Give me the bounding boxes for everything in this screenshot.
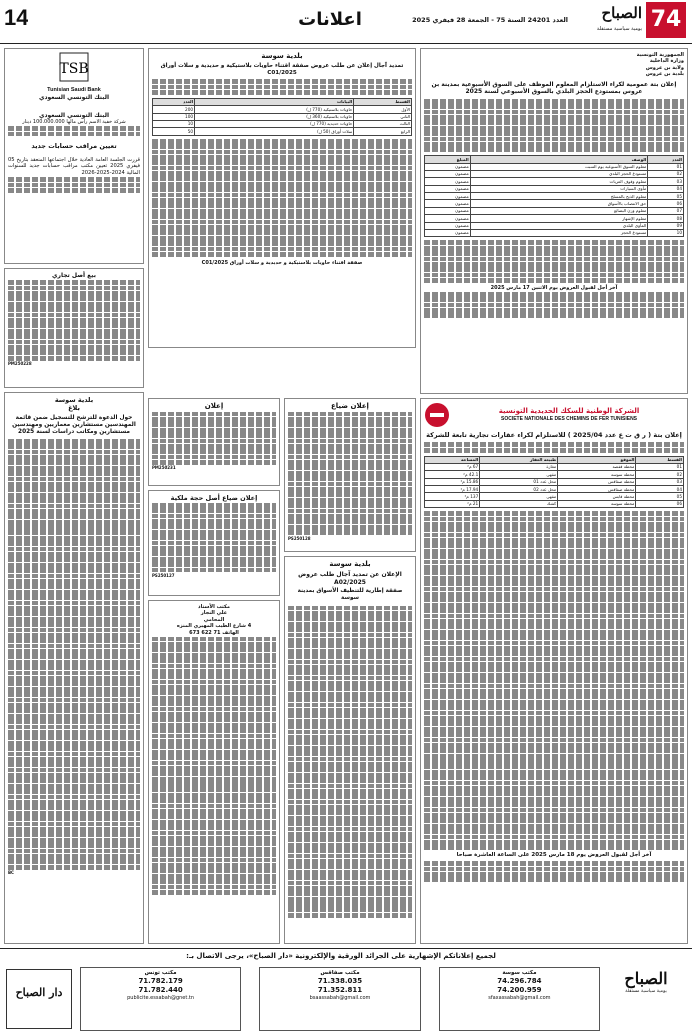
table-cell: مغازة [480,463,558,470]
table-cell: 50 [153,128,195,135]
footer-logo-name: الصباح [624,969,668,988]
table-cell: 09 [648,222,684,229]
tsb-logo [8,52,140,85]
table-cell: مضمون [425,163,471,170]
footer-logo2-name: دار الصباح [15,986,63,999]
railway-logo-icon [424,402,450,428]
table-cell: 05 [648,193,684,200]
table-cell: 03 [636,478,684,485]
notice-footer: صفقة اقتناء حاويات بلاستيكية و حديدية و سلات أوراق C01/2025 [201,259,363,266]
table-cell: كشك [480,500,558,507]
table-row [425,471,684,478]
tsb-body: قررت الجلسة العامة العادية خلال اجتماعها المنعقد بتاريخ 05 فيفري 2025 تعيين مكتب مراقب حسابات جديد للسنوات المالية 2024-2025-2026 [8,156,140,177]
email-link[interactable]: publicite.essabah@gnet.tn [127,994,195,1001]
railway-notice [420,398,688,944]
footer-logo [606,969,686,1029]
notice-title: إعلان [204,402,224,410]
table-cell: مضمون [425,229,471,236]
railway-title-ar: الشركة الوطنية للسكك الحديدية التونسية [498,407,640,416]
lawyer-line: المحامي [203,616,225,623]
lawyer-notice [148,600,280,944]
table-cell: مضمون [425,185,471,192]
notice-code: PS250127 [152,572,175,578]
table-cell: 17.94 م² [425,486,480,493]
table-cell: مضمون [425,178,471,185]
phone-number[interactable]: 74.296.784 [497,977,542,986]
table-cell: 42.1 م² [425,471,480,478]
ministry-line: وزارة الداخلية [649,58,684,65]
table-header: البيانات [195,98,354,105]
page-footer [0,948,692,1034]
logo-number: 74 [646,2,686,38]
table-cell: 100 [153,113,195,120]
table-row [425,478,684,485]
sousse-containers-notice [148,48,416,348]
table-cell: المأوى البلدي [470,222,648,229]
sousse-market-notice [284,556,416,944]
tsb-title: تعيين مراقب حسابات جديد [31,142,117,151]
table-cell: 05 [636,493,684,500]
notice-code: PM250231 [152,465,176,471]
table-cell: 10 [648,229,684,236]
municipality: بلدية سوسة [261,52,303,60]
tsb-capital: شركة خفية الاسم رأس مالها 100.000.000 دينار [22,119,126,126]
svg-text:TSB: TSB [59,61,89,77]
ministry-line: ولاية بن عروس [645,64,684,71]
table-row [153,113,412,120]
phone-number[interactable]: 74.200.959 [497,985,542,994]
table-cell: 10 [153,120,195,127]
table-cell: محل عدد 02 [480,486,558,493]
table-cell: محطة قابس [558,493,636,500]
table-row [425,493,684,500]
lawyer-line: 4 شارع الطيب المهيري المنزه [176,623,252,630]
notice-title: تمديد آجال إعلان عن طلب عروض صفقة اقتناء حاويات بلاستيكية و حديدية و سلات أوراق C01/2025 [160,62,404,77]
table-cell: معلوم وزن البضائع [470,207,648,214]
table-cell: مضمون [425,170,471,177]
lost-notice [284,398,416,552]
table-row [425,185,684,192]
railway-title-fr: SOCIETE NATIONALE DES CHEMINS DE FER TUNISIENS [500,416,638,423]
table-cell: حاويات بلاستيكية (770 ل) [195,106,354,113]
table-cell: مضمون [425,193,471,200]
table-cell: حاويات بلاستيكية (360 ل) [195,113,354,120]
table-cell: 15.86 م² [425,478,480,485]
table-cell: الرابع [354,128,412,135]
table-cell: معلوم الإشهار [470,215,648,222]
notice-subtitle: صفقة إطارية للتنظيف الأسواق بمدينة سوسة [297,588,403,602]
table-cell: مضمون [425,222,471,229]
notice-title: الإعلان عن تمديد آجال طلب عروض 2025/A02 [298,570,402,586]
table-cell: مقهى [480,493,558,500]
table-row [425,215,684,222]
phone-number[interactable]: 71.338.035 [317,977,363,986]
footer-title: لجميع إعلاناتكم الإشهارية على الجرائد الورقية والإلكترونية «دار الصباح»، يرجى الاتصال بـ: [186,952,496,960]
office-label: مكتب تونس [144,970,177,976]
table-header: المساحة [425,456,480,463]
table-cell: 01 [648,163,684,170]
table-row [425,222,684,229]
masthead-logo [576,2,686,42]
notice-title: بلاغ [68,404,80,413]
table-row [425,193,684,200]
footer-logo-2 [6,969,72,1029]
table-cell: حاويات حديدية (770 ل) [195,120,354,127]
lawyer-line: الهاتف 71 622 673 [189,629,239,636]
table-cell: مستودع الحجز [470,229,648,236]
table-row [425,486,684,493]
auction-title: إعلان بتة عمومية لكراء الاستلزام المعلوم الموظف على السوق الأسبوعية بمدينة بن عروس بمستودع الحجز البلدي بالسوق الأسبوعي لسنة 2025 [431,80,677,96]
logo-name: الصباح [601,4,642,22]
logo-subtitle: يومية سياسية مستقلة [596,26,642,32]
table-row [153,128,412,135]
table-cell: سلات أوراق (50 ل) [195,128,354,135]
notice-code: PM250228 [8,361,32,367]
phone-number[interactable]: 71.782.179 [138,977,183,986]
table-cell: 200 [153,106,195,113]
table-header: الوصف [470,156,648,163]
table-row [153,120,412,127]
table-header: طبيعة العقار [480,456,558,463]
table-cell: مستودع الحجز البلدي [470,170,648,177]
table-header: القسط [636,456,684,463]
table-cell: محطة صفاقس [558,486,636,493]
table-cell: 08 [648,215,684,222]
table-cell: محطة سوسة [558,500,636,507]
railway-table [424,456,684,509]
notice-title: إعلان ضياع أصل حجة ملكية [170,494,258,502]
email-link[interactable]: bsaassabah@gmail.com [309,994,371,1001]
table-cell: 21 م² [425,500,480,507]
railway-notice-title: إعلان بتة ( ر ق ت ع عدد 2025/04 ) للاستلزام لكراء عقارات تجارية تابعة للشركة [426,431,682,439]
page-header [0,0,692,44]
announce-notice [148,398,280,486]
office-label: مكتب صفاقس [320,970,360,976]
sale-business-notice [4,268,144,388]
table-cell: مضمون [425,215,471,222]
table-row [425,229,684,236]
table-cell: 04 [648,185,684,192]
table-cell: مضمون [425,200,471,207]
table-header: الموقع [558,456,636,463]
table-row [425,178,684,185]
table-cell: معلوم الذبح بالمسلخ [470,193,648,200]
tsb-name-ar-2: البنك التونسي السعودي [38,111,110,119]
table-cell: مضمون [425,207,471,214]
table-row [425,163,684,170]
ben-arous-auction [420,48,688,394]
notice-body: حول الدعوة للترشح للتسجيل ضمن قائمة المهندسين مستشارين معماريين ومهندسين مستشارين ومكاتب دراسات لسنة 2025 [12,414,136,436]
table-cell: 01 [636,463,684,470]
table-cell: معلوم السوق الأسبوعية يوم السبت [470,163,648,170]
table-cell: 06 [648,200,684,207]
lost-ownership-notice [148,490,280,596]
engineers-call-notice [4,392,144,944]
table-cell: مقهى [480,471,558,478]
table-cell: محطة قفصة [558,463,636,470]
deadline: آخر أجل لقبول العروض يوم الاثنين 17 مارس 2025 [490,284,618,291]
table-row [425,200,684,207]
municipality: بلدية سوسة [329,560,371,568]
containers-table [152,98,412,136]
ministry-line: بلدية بن عروس [645,71,684,78]
table-cell: 02 [648,170,684,177]
railway-header [424,402,684,428]
table-cell: معلوم وقوف العربات [470,178,648,185]
table-cell: 02 [636,471,684,478]
issue-line: العدد 24201 السنة 75 - الجمعة 28 فيفري 2025 [412,16,568,24]
tsb-notice [4,48,144,264]
table-cell: 04 [636,486,684,493]
notice-code: PS250128 [288,535,311,541]
lawyer-line: مكتب الأستاذ [198,604,230,610]
notice-title: بيع أصل تجاري [52,272,96,279]
section-title: اعلانات [298,9,362,30]
table-cell: 137 م² [425,493,480,500]
municipality: بلدية سوسة [54,396,94,404]
table-cell: 06 [636,500,684,507]
tsb-name-ar: البنك التونسي السعودي [38,93,110,101]
ministry-line: الجمهورية التونسية [636,52,684,58]
auction-table [424,155,684,237]
table-cell: 07 [648,207,684,214]
table-row [425,207,684,214]
table-cell: الثالث [354,120,412,127]
notice-code: BC [8,870,14,876]
table-cell: حق الانتصاب بالأسواق [470,200,648,207]
notice-title: إعلان ضياع [331,402,369,410]
table-header: العدد [648,156,684,163]
table-row [425,463,684,470]
table-cell: الأول [354,106,412,113]
page-number: 14 [4,5,29,30]
table-row [425,170,684,177]
table-row [425,500,684,507]
table-cell: الثاني [354,113,412,120]
lawyer-line: علي النجار [200,610,228,617]
contact-block [80,967,600,1031]
table-cell: محطة سوسة [558,471,636,478]
tsb-name-fr: Tunisian Saudi Bank [47,86,101,93]
table-header: القسط [354,98,412,105]
email-link[interactable]: sfaxassabah@gmail.com [488,994,551,1001]
footer-logo-sub: يومية سياسية مستقلة [625,989,667,995]
table-row [153,106,412,113]
table-cell: محل عدد 01 [480,478,558,485]
phone-number[interactable]: 71.352.811 [317,985,363,994]
table-cell: 67 م² [425,463,480,470]
railway-deadline: آخر أجل لقبول العروض يوم 18 مارس 2025 على الساعة العاشرة صباحا [456,852,652,859]
office-label: مكتب سوسة [502,970,537,976]
table-header: المبلغ [425,156,471,163]
tsb-logo-icon [59,52,89,82]
table-cell: 03 [648,178,684,185]
table-header: العدد [153,98,195,105]
table-cell: محطة صفاقس [558,478,636,485]
table-cell: مأوى السيارات [470,185,648,192]
phone-number[interactable]: 71.782.440 [138,985,183,994]
